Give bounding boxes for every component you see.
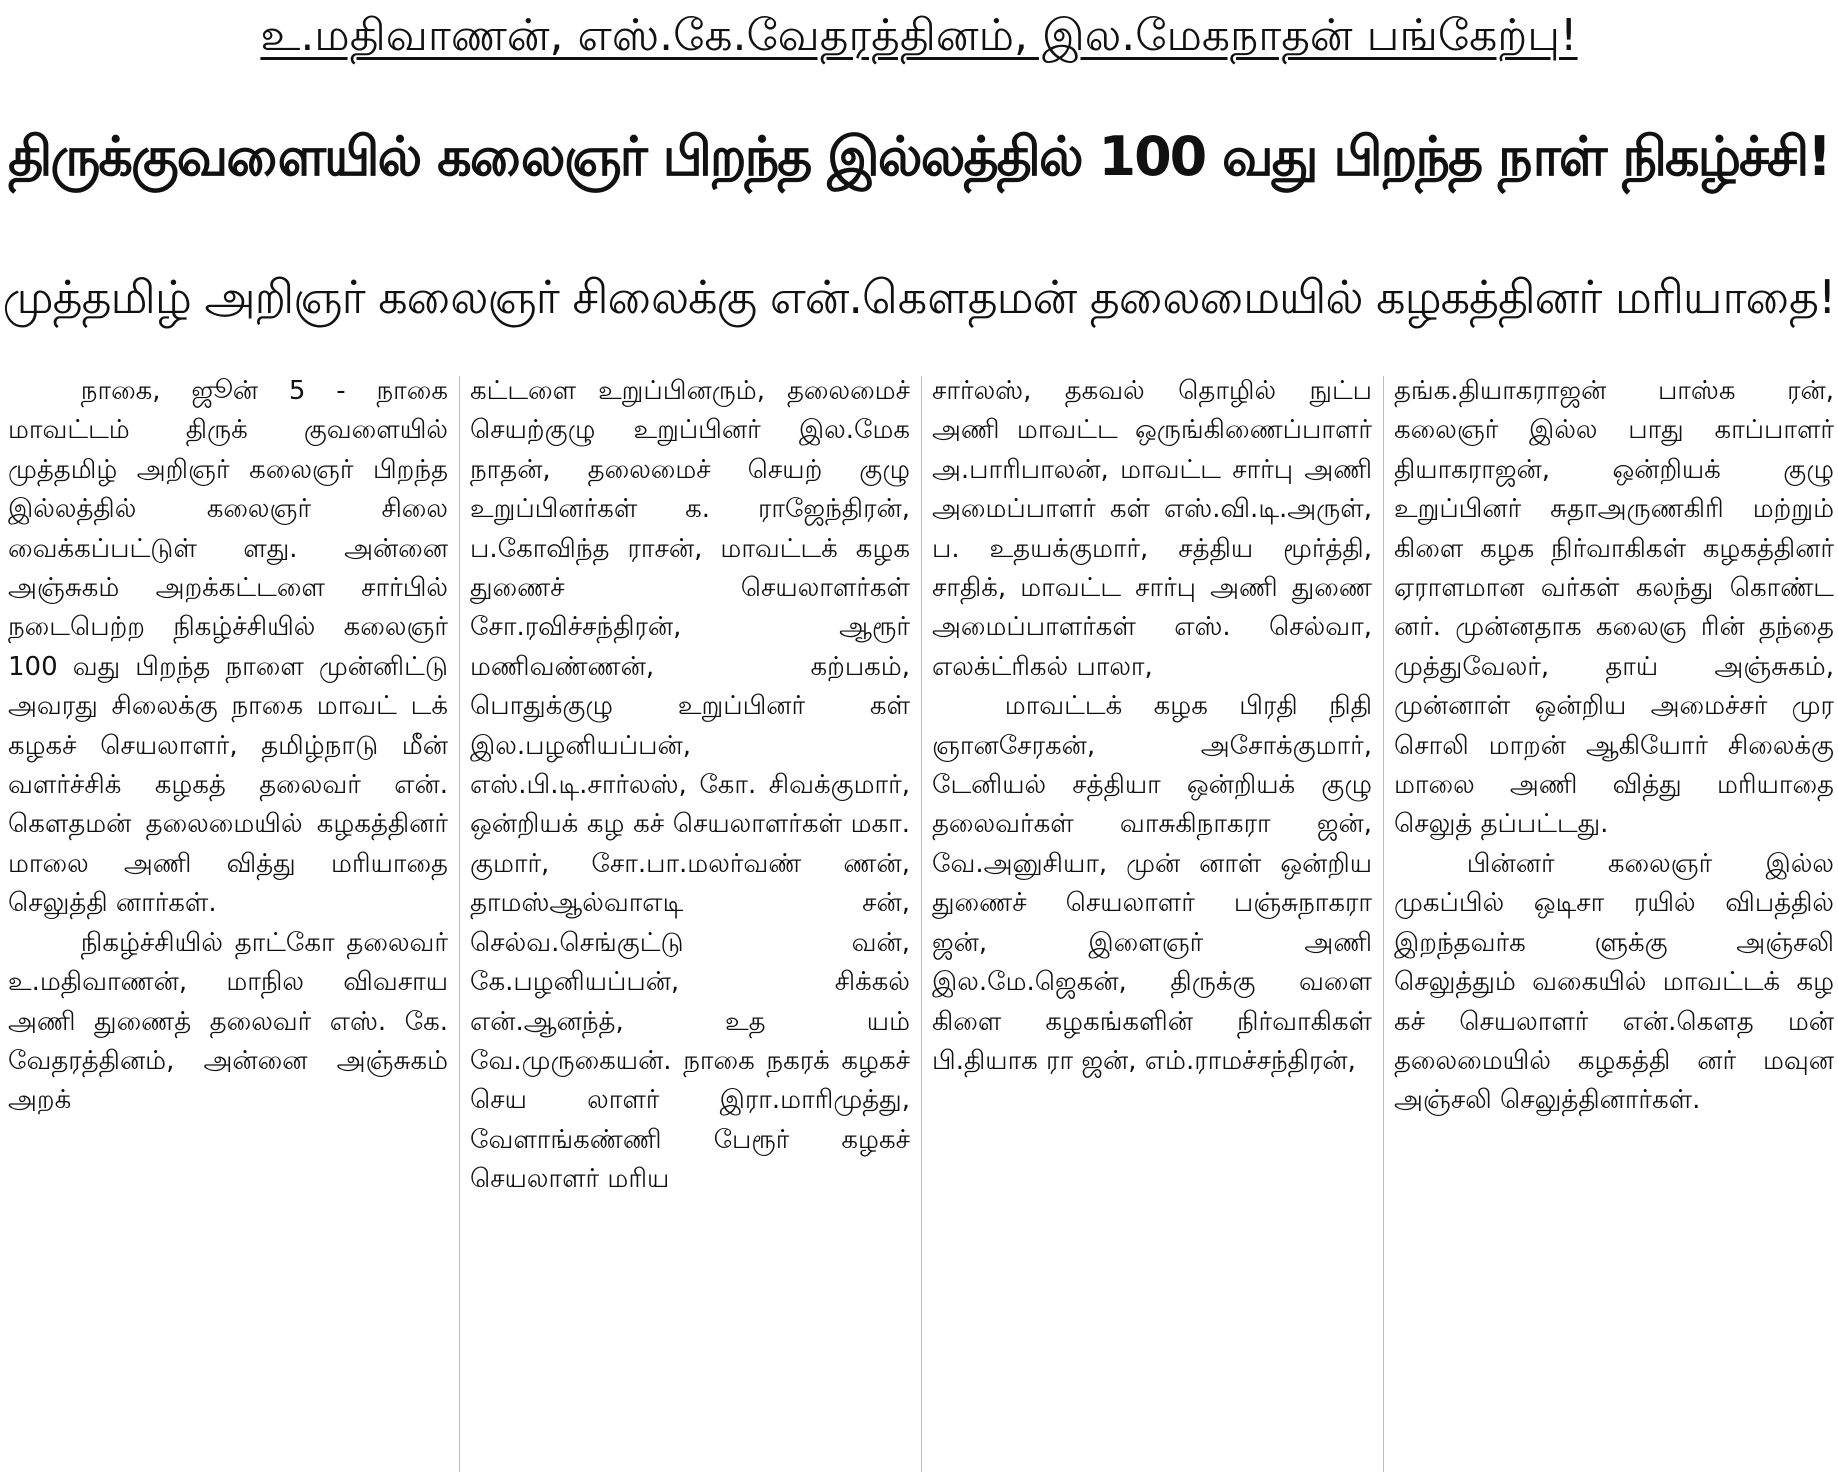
article-body [8,372,1834,1476]
paragraph: சார்லஸ், தகவல் தொழில் நுட்ப அணி மாவட்ட ஒருங்கிணைப்பாளர் அ.பாரிபாலன், மாவட்ட சார்பு அணி அமைப்பாளர் கள் எஸ்.வி.டி.அருள், ப. உதயக்குமார், சத்திய மூர்த்தி, சாதிக், மாவட்ட சார்பு அணி துணை அமைப்பாளர்கள் எஸ். செல்வா, எலக்ட்ரிகல் பாலா, [932,376,1372,682]
kicker-text: உ.மதிவாணன், எஸ்.கே.வேதரத்தினம், இல.மேகநாதன் பங்கேற்பு! [260,10,1578,61]
article-column-4 [1394,372,1834,1476]
column-divider [1383,376,1384,1472]
column-divider [921,376,922,1472]
subheadline: முத்தமிழ் அறிஞர் கலைஞர் சிலைக்கு என்.கௌதமன் தலைமையில் கழகத்தினர் மரியாதை! [2,270,1836,324]
paragraph: நிகழ்ச்சியில் தாட்கோ தலைவர் உ.மதிவாணன், மாநில விவசாய அணி துணைத் தலைவர் எஸ். கே. வேதரத்தினம், அன்னை அஞ்சுகம் அறக் [8,927,448,1116]
paragraph: தங்க.தியாகராஜன் பாஸ்க ரன், கலைஞர் இல்ல பாது காப்பாளர் தியாகராஜன், ஒன்றியக் குழு உறுப்பினர் சுதாஅருணகிரி மற்றும் கிளை கழக நிர்வாகிகள் கழகத்தினர் ஏராளமான வர்கள் கலந்து கொண்ட னர். முன்னதாக கலைஞ ரின் தந்தை முத்துவேலர், தாய் அஞ்சுகம், முன்னாள் ஒன்றிய அமைச்சர் முர சொலி மாறன் ஆகியோர் சிலைக்கு மாலை அணி வித்து மரியாதை செலுத் தப்பட்டது. [1394,376,1834,840]
article-column-3 [932,372,1372,1476]
paragraph: பின்னர் கலைஞர் இல்ல முகப்பில் ஒடிசா ரயில் விபத்தில் இறந்தவர்க ளுக்கு அஞ்சலி செலுத்தும் வகையில் மாவட்டக் கழ கச் செயலாளர் என்.கௌத மன் தலைமையில் கழகத்தி னர் மவுன அஞ்சலி செலுத்தினார்கள். [1394,848,1834,1116]
article-column-1 [8,372,448,1476]
headline: திருக்குவளையில் கலைஞர் பிறந்த இல்லத்தில் 100 வது பிறந்த நாள் நிகழ்ச்சி! [8,125,1830,188]
paragraph: கட்டளை உறுப்பினரும், தலைமைச் செயற்குழு உறுப்பினர் இல.மேக நாதன், தலைமைச் செயற் குழு உறுப்பினர்கள் க. ராஜேந்திரன், ப.கோவிந்த ராசன், மாவட்டக் கழக துணைச் செயலாளர்கள் சோ.ரவிச்சந்திரன், ஆரூர் மணிவண்ணன், கற்பகம், பொதுக்குழு உறுப்பினர் கள் இல.பழனியப்பன், எஸ்.பி.டி.சார்லஸ், கோ. சிவக்குமார், ஒன்றியக் கழ கச் செயலாளர்கள் மகா. குமார், சோ.பா.மலர்வண் ணன், தாமஸ்ஆல்வாஎடி சன், செல்வ.செங்குட்டு வன், கே.பழனியப்பன், சிக்கல் என்.ஆனந்த், உத யம் வே.முருகையன். நாகை நகரக் கழகச் செய லாளர் இரா.மாரிமுத்து, வேளாங்கண்ணி பேரூர் கழகச் செயலாளர் மரிய [470,376,910,1195]
kicker-line [0,6,1838,66]
article-column-2 [470,372,910,1476]
paragraph: மாவட்டக் கழக பிரதி நிதி ஞானசேரகன், அசோக்குமார், டேனியல் சத்தியா ஒன்றியக் குழு தலைவர்கள் வாசுகிநாகரா ஜன், வே.அனுசியா, முன் னாள் ஒன்றிய துணைச் செயலாளர் பஞ்சுநாகரா ஜன், இளைஞர் அணி இல.மே.ஜெகன், திருக்கு வளை கிளை கழகங்களின் நிர்வாகிகள் பி.தியாக ரா ஜன், எம்.ராமச்சந்திரன், [932,691,1372,1076]
column-divider [459,376,460,1472]
paragraph: நாகை, ஜூன் 5 - நாகை மாவட்டம் திருக் குவளையில் முத்தமிழ் அறிஞர் கலைஞர் பிறந்த இல்லத்தில் கலைஞர் சிலை வைக்கப்பட்டுள் ளது. அன்னை அஞ்சுகம் அறக்கட்டளை சார்பில் நடைபெற்ற நிகழ்ச்சியில் கலைஞர் 100 வது பிறந்த நாளை முன்னிட்டு அவரது சிலைக்கு நாகை மாவட் டக் கழகச் செயலாளர், தமிழ்நாடு மீன் வளர்ச்சிக் கழகத் தலைவர் என். கௌதமன் தலைமையில் கழகத்தினர் மாலை அணி வித்து மரியாதை செலுத்தி னார்கள். [8,376,448,919]
